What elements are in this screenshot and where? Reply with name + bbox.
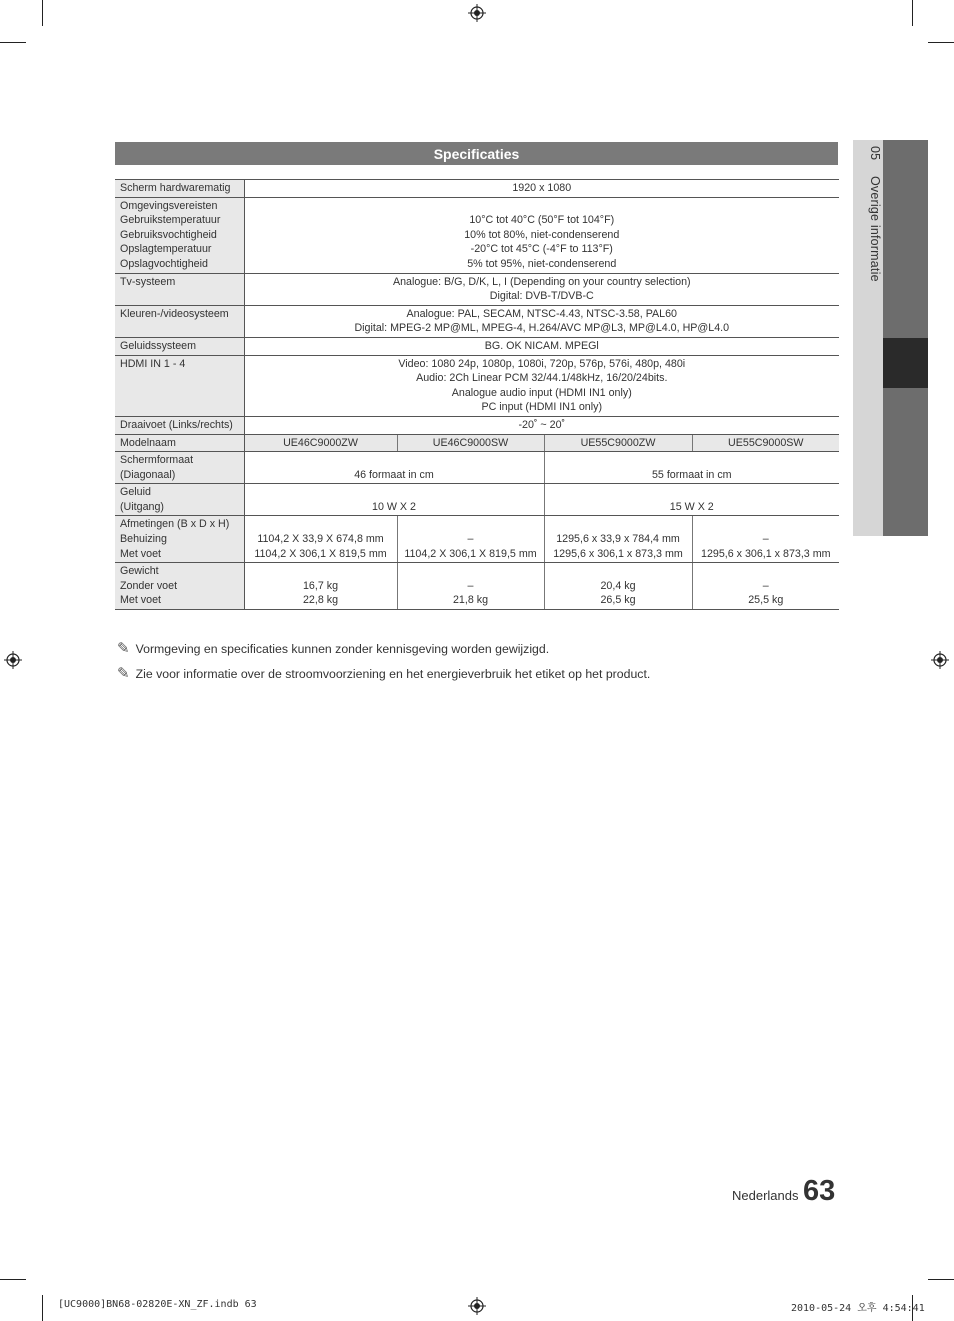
table-row (115, 355, 839, 416)
row-value: 46 formaat in cm (244, 452, 544, 484)
row-label (115, 516, 244, 563)
table-row (115, 434, 839, 452)
registration-mark-icon (4, 651, 22, 669)
table-row (115, 197, 839, 273)
model-name: UE55C9000ZW (544, 434, 692, 452)
row-value: -20˚ ~ 20˚ (244, 416, 839, 434)
value-line: Digital: DVB-T/DVB-C (489, 290, 594, 303)
value-line: -20°C tot 45°C (-4°F to 113°F) (470, 243, 613, 256)
label-line: Geluid (120, 486, 151, 499)
value-line: 22,8 kg (302, 594, 339, 607)
pencil-icon: ✎ (117, 640, 130, 657)
registration-mark-icon (931, 651, 949, 669)
value-line: – (762, 533, 769, 546)
table-row (115, 337, 839, 355)
value-line: 1104,2 X 306,1 X 819,5 mm (254, 547, 387, 560)
crop-mark (928, 1279, 954, 1280)
value-line: Analogue: B/G, D/K, L, I (Depending on your country selection) (392, 275, 691, 288)
weight-cell (544, 563, 692, 610)
row-value: 15 W X 2 (544, 484, 839, 516)
row-value: BG. OK NICAM. MPEGl (244, 337, 839, 355)
row-label: Kleuren-/videosysteem (115, 305, 244, 337)
footer-language: Nederlands (732, 1188, 799, 1203)
chapter-tab-marker (883, 338, 928, 388)
weight-cell (244, 563, 397, 610)
row-label: Geluidssysteem (115, 337, 244, 355)
label-line: Behuizing (120, 533, 167, 546)
row-value (244, 305, 839, 337)
table-row (115, 484, 839, 516)
table-row (115, 563, 839, 610)
value-line: 1104,2 X 33,9 X 674,8 mm (257, 533, 384, 546)
row-label (115, 563, 244, 610)
label-line: Afmetingen (B x D x H) (120, 518, 230, 531)
pencil-icon: ✎ (117, 665, 130, 682)
print-slug-date: 2010-05-24 오후 4:54:41 (791, 1303, 925, 1314)
model-name: UE55C9000SW (692, 434, 839, 452)
value-line: 20,4 kg (600, 579, 636, 592)
value-line: – (467, 533, 474, 546)
crop-mark (42, 0, 43, 26)
label-line: Opslagtemperatuur (120, 243, 212, 256)
value-line: – (467, 579, 474, 592)
dimension-cell (692, 516, 839, 563)
label-line: Met voet (120, 594, 161, 607)
note-text: Zie voor informatie over de stroomvoorziening en het energieverbruik het etiket op het product. (135, 667, 651, 681)
label-line: Gebruiksvochtigheid (120, 228, 217, 241)
table-row (115, 180, 839, 198)
row-value (244, 197, 839, 273)
spec-table (115, 179, 839, 610)
row-label (115, 484, 244, 516)
value-line: 1104,2 X 306,1 X 819,5 mm (404, 547, 537, 560)
value-line: 1295,6 x 306,1 x 873,3 mm (701, 547, 831, 560)
table-row (115, 516, 839, 563)
table-row (115, 305, 839, 337)
model-name: UE46C9000ZW (244, 434, 397, 452)
label-line: (Diagonaal) (120, 468, 176, 481)
label-line: Gebruikstemperatuur (120, 214, 221, 227)
chapter-title: Overige informatie (868, 176, 882, 282)
value-line: 1295,6 x 33,9 x 784,4 mm (556, 533, 680, 546)
chapter-label (868, 146, 882, 282)
table-row (115, 416, 839, 434)
crop-mark (42, 1295, 43, 1321)
note (117, 664, 650, 682)
crop-mark (0, 1279, 26, 1280)
value-line: – (762, 579, 769, 592)
row-label: HDMI IN 1 - 4 (115, 355, 244, 416)
value-line: 1295,6 x 306,1 x 873,3 mm (553, 547, 683, 560)
label-line: Omgevingsvereisten (120, 199, 218, 212)
row-label: Scherm hardwarematig (115, 180, 244, 198)
registration-mark-icon (468, 4, 486, 22)
value-line: 25,5 kg (748, 594, 784, 607)
weight-cell (397, 563, 544, 610)
section-title: Specificaties (115, 142, 838, 165)
row-label (115, 197, 244, 273)
value-line: Video: 1080 24p, 1080p, 1080i, 720p, 576p, 576i, 480p, 480i (398, 357, 686, 370)
dimension-cell (397, 516, 544, 563)
row-label: Modelnaam (115, 434, 244, 452)
value-line: 10% tot 80%, niet-condenserend (464, 228, 620, 241)
label-line: Opslagvochtigheid (120, 257, 208, 270)
row-label: Draaivoet (Links/rechts) (115, 416, 244, 434)
value-line: 21,8 kg (452, 594, 489, 607)
value-line: 10°C tot 40°C (50°F tot 104°F) (469, 214, 615, 227)
label-line: Zonder voet (120, 579, 178, 592)
value-line: 16,7 kg (302, 579, 339, 592)
crop-mark (912, 0, 913, 26)
label-line: Gewicht (120, 565, 159, 578)
dimension-cell (544, 516, 692, 563)
print-slug-file: [UC9000]BN68-02820E-XN_ZF.indb 63 (58, 1299, 257, 1310)
registration-mark-icon (468, 1297, 486, 1315)
value-line: PC input (HDMI IN1 only) (481, 401, 603, 414)
page-number: 63 (803, 1175, 836, 1207)
note-text: Vormgeving en specificaties kunnen zonder kennisgeving worden gewijzigd. (135, 642, 550, 656)
weight-cell (692, 563, 839, 610)
crop-mark (0, 42, 26, 43)
value-line: 5% tot 95%, niet-condenserend (467, 257, 617, 270)
row-value: 1920 x 1080 (244, 180, 839, 198)
table-row (115, 452, 839, 484)
model-name: UE46C9000SW (397, 434, 544, 452)
value-line: Audio: 2Ch Linear PCM 32/44.1/48kHz, 16/20/24bits. (416, 372, 668, 385)
value-line: Analogue audio input (HDMI IN1 only) (451, 386, 632, 399)
row-label (115, 452, 244, 484)
value-line: 26,5 kg (600, 594, 636, 607)
row-value: 10 W X 2 (244, 484, 544, 516)
label-line: Met voet (120, 547, 161, 560)
dimension-cell (244, 516, 397, 563)
row-value (244, 355, 839, 416)
row-value (244, 273, 839, 305)
label-line: Schermformaat (120, 454, 194, 467)
value-line: Digital: MPEG-2 MP@ML, MPEG-4, H.264/AVC MP@L3, MP@L4.0, HP@L4.0 (354, 322, 730, 335)
crop-mark (928, 42, 954, 43)
table-row (115, 273, 839, 305)
chapter-number: 05 (868, 146, 882, 161)
label-line: (Uitgang) (120, 500, 164, 513)
row-value: 55 formaat in cm (544, 452, 839, 484)
note (117, 639, 549, 657)
row-label: Tv-systeem (115, 273, 244, 305)
value-line: Analogue: PAL, SECAM, NTSC-4.43, NTSC-3.58, PAL60 (406, 307, 677, 320)
